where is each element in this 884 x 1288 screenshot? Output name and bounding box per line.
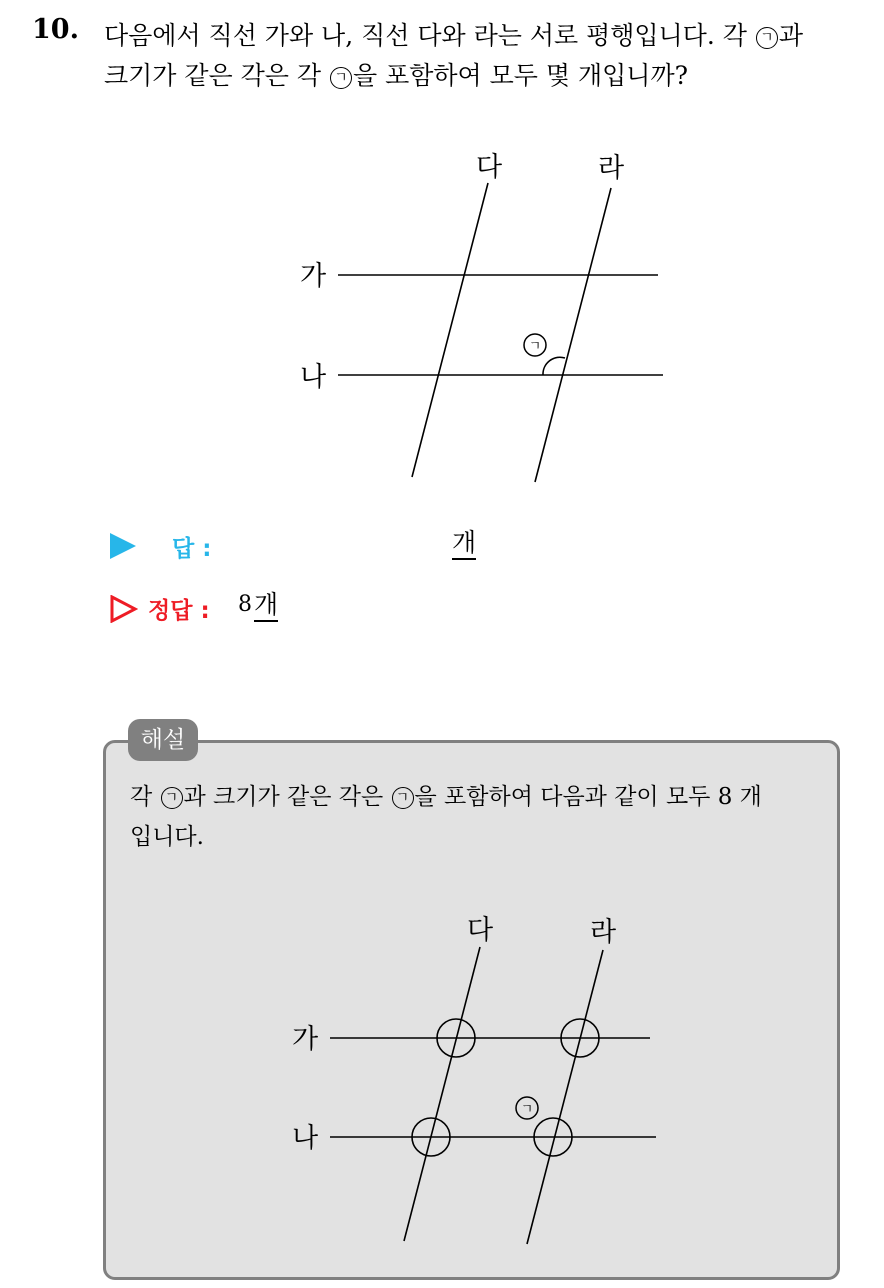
- question-text-part: 을 포함하여 모두 몇 개입니까?: [353, 61, 688, 90]
- solution-text-line-2: 입니다.: [130, 824, 204, 850]
- angle-mark-circled: ㄱ: [330, 67, 352, 89]
- correct-answer-label: 정답 :: [148, 598, 210, 624]
- label-da: 다: [476, 152, 503, 183]
- question-text-part: 과: [778, 21, 803, 50]
- solution-tag: 해설: [128, 719, 198, 761]
- label-na: 나: [292, 1123, 319, 1154]
- label-ga: 가: [292, 1024, 319, 1055]
- label-ga: 가: [300, 261, 327, 292]
- angle-mark-circled: ㄱ: [392, 787, 414, 809]
- question-text-part: 크기가 같은 각은 각: [104, 61, 329, 90]
- angle-mark-circled: ㄱ: [161, 787, 183, 809]
- answer-label: 답 :: [172, 536, 212, 562]
- solution-angle-mark: [516, 1097, 538, 1119]
- line-ra: [527, 950, 603, 1244]
- question-text-part: 다음에서 직선 가와 나, 직선 다와 라는 서로 평행입니다. 각: [104, 21, 755, 50]
- solution-text-line-1: 각 ㄱ 과 크기가 같은 각은 ㄱ 을 포함하여 다음과 같이 모두 8 개: [130, 784, 762, 810]
- angle-mark-circled: ㄱ: [756, 27, 778, 49]
- answer-unit: 개: [452, 528, 476, 560]
- correct-answer-unit: 개: [254, 590, 278, 622]
- label-ra: 라: [590, 917, 617, 948]
- correct-answer-value: 8: [238, 592, 252, 617]
- label-ra: 라: [598, 153, 625, 184]
- angle-mark-label: ㄱ: [520, 1102, 534, 1117]
- label-da: 다: [467, 915, 494, 946]
- question-number: 10.: [32, 14, 79, 45]
- label-na: 나: [300, 362, 327, 393]
- angle-mark-label: ㄱ: [528, 339, 542, 354]
- line-da: [404, 947, 480, 1241]
